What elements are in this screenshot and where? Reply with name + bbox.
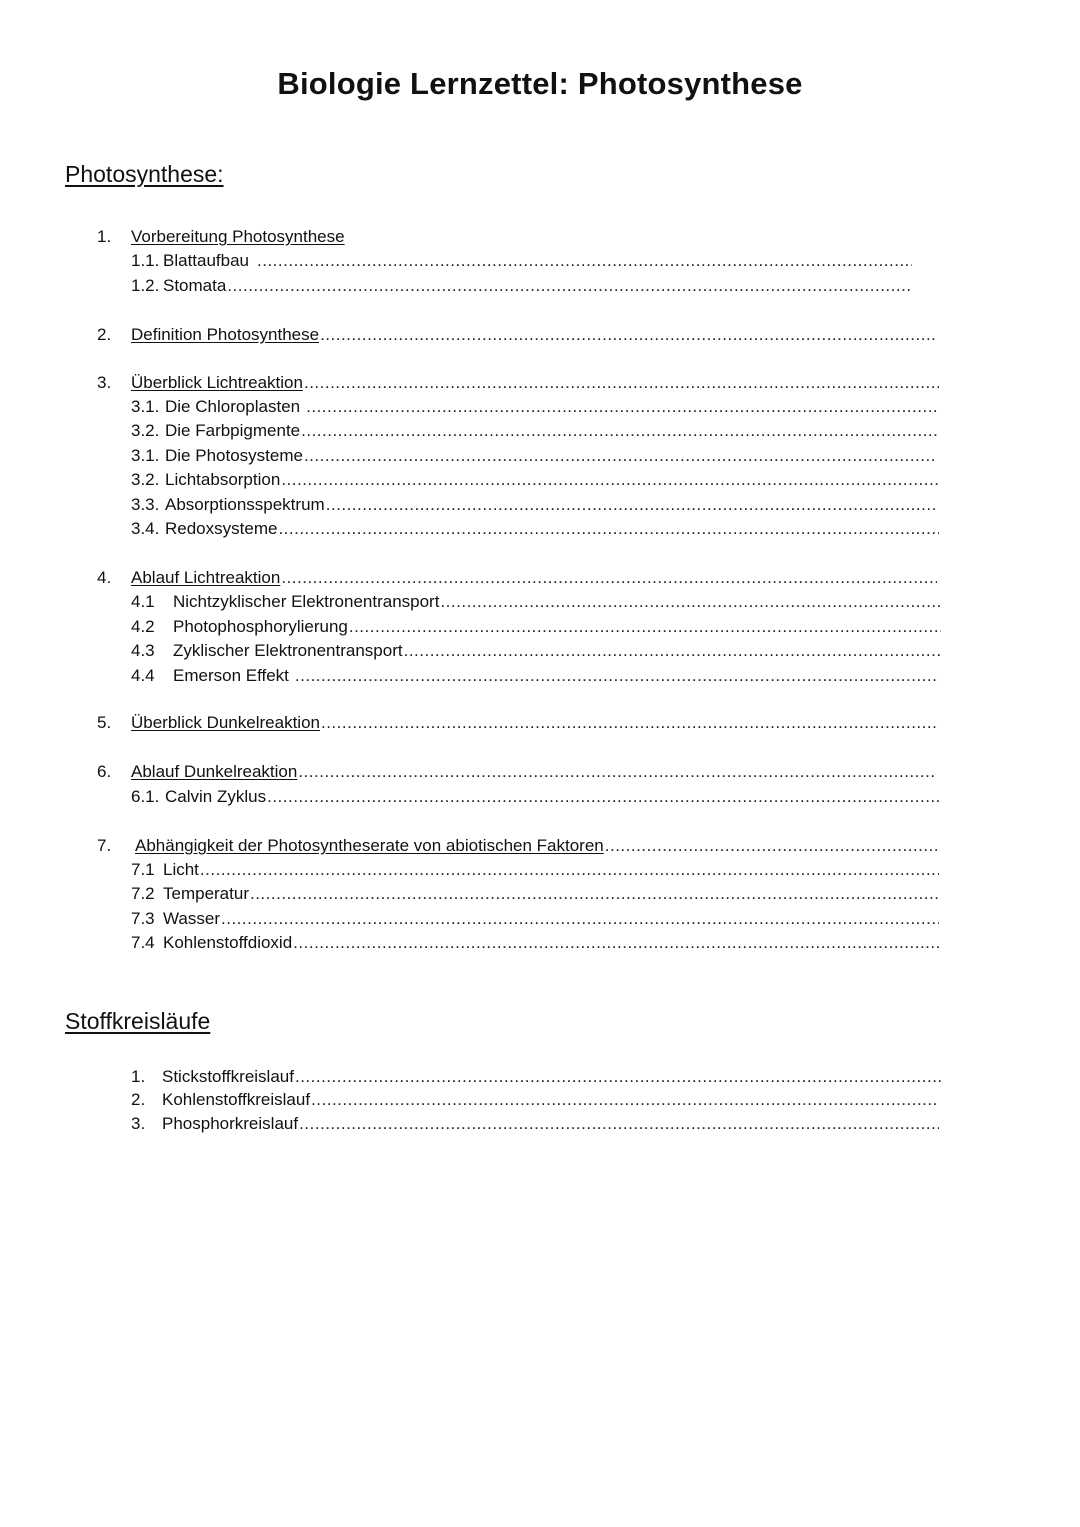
toc-label: Die Chloroplasten xyxy=(165,397,301,416)
toc-subentry[interactable] xyxy=(131,494,937,516)
section-heading-photosynthese: Photosynthese: xyxy=(65,161,224,187)
toc-number: 3.1. xyxy=(131,397,160,416)
toc-leader-dots xyxy=(221,908,939,930)
toc-number: 3.2. xyxy=(131,470,160,489)
toc-number: 7.1 xyxy=(131,860,155,879)
toc-number: 7. xyxy=(97,836,112,855)
toc-label: Ablauf Dunkelreaktion xyxy=(131,762,298,781)
toc-subentry[interactable] xyxy=(131,616,941,638)
toc-entry[interactable] xyxy=(131,1089,939,1111)
toc-label: Blattaufbau xyxy=(163,251,250,270)
toc-leader-dots xyxy=(440,591,941,613)
toc-leader-dots xyxy=(227,275,912,297)
toc-number: 6.1. xyxy=(131,787,160,806)
toc-leader-dots xyxy=(304,445,937,467)
toc-leader-dots xyxy=(295,665,939,687)
toc-number: 1.1. xyxy=(131,251,160,270)
toc-label: Die Farbpigmente xyxy=(165,421,301,440)
toc-label: Wasser xyxy=(163,909,220,928)
toc-label: Calvin Zyklus xyxy=(165,787,267,806)
toc-label: Überblick Dunkelreaktion xyxy=(131,713,320,732)
toc-leader-dots xyxy=(404,640,941,662)
toc-leader-dots xyxy=(200,859,939,881)
toc-number: 3. xyxy=(97,373,112,392)
toc-number: 7.4 xyxy=(131,933,155,952)
toc-number: 7.3 xyxy=(131,909,155,928)
toc-label: Überblick Lichtreaktion xyxy=(131,373,303,392)
toc-number: 2. xyxy=(97,325,112,344)
toc-leader-dots xyxy=(326,494,937,516)
toc-number: 4. xyxy=(97,568,112,587)
toc-subentry[interactable] xyxy=(131,908,939,930)
toc-number: 6. xyxy=(97,762,112,781)
toc-leader-dots xyxy=(278,518,939,540)
toc-leader-dots xyxy=(320,324,937,346)
toc-number: 4.4 xyxy=(131,666,155,685)
toc-subentry[interactable] xyxy=(131,591,941,613)
toc-number: 1. xyxy=(97,227,112,246)
toc-number: 4.3 xyxy=(131,641,155,660)
toc-label: Abhängigkeit der Photosyntheserate von abiotischen Faktoren xyxy=(135,836,604,855)
toc-leader-dots xyxy=(267,786,939,808)
toc-number: 4.1 xyxy=(131,592,155,611)
toc-entry[interactable] xyxy=(97,226,912,248)
toc-label: Vorbereitung Photosynthese xyxy=(131,227,345,246)
toc-subentry[interactable] xyxy=(131,445,937,467)
toc-leader-dots xyxy=(311,1089,939,1111)
toc-leader-dots xyxy=(605,835,939,857)
toc-entry[interactable] xyxy=(97,835,939,857)
toc-label: Stomata xyxy=(163,276,227,295)
toc-leader-dots xyxy=(295,1066,941,1088)
toc-label: Licht xyxy=(163,860,199,879)
toc-leader-dots xyxy=(281,567,937,589)
toc-number: 7.2 xyxy=(131,884,155,903)
toc-subentry[interactable] xyxy=(131,396,939,418)
toc-subentry[interactable] xyxy=(131,932,939,954)
section-heading-stoffkreislaeufe: Stoffkreisläufe xyxy=(65,1008,211,1034)
toc-subentry[interactable] xyxy=(131,518,939,540)
toc-leader-dots xyxy=(281,469,939,491)
toc-number: 3.4. xyxy=(131,519,160,538)
toc-subentry[interactable] xyxy=(131,469,939,491)
toc-entry[interactable] xyxy=(131,1066,941,1088)
toc-label: Absorptionsspektrum xyxy=(165,495,325,514)
toc-label: Phosphorkreislauf xyxy=(162,1114,299,1133)
toc-label: Definition Photosynthese xyxy=(131,325,320,344)
toc-number: 2. xyxy=(131,1090,146,1109)
toc-number: 3.2. xyxy=(131,421,160,440)
toc-number: 3.1. xyxy=(131,446,160,465)
toc-label: Ablauf Lichtreaktion xyxy=(131,568,281,587)
toc-number: 3.3. xyxy=(131,495,160,514)
toc-entry[interactable] xyxy=(97,712,939,734)
toc-leader-dots xyxy=(293,932,939,954)
toc-number: 1. xyxy=(131,1067,146,1086)
toc-subentry[interactable] xyxy=(131,275,912,297)
toc-label: Stickstoffkreislauf xyxy=(162,1067,294,1086)
toc-leader-dots xyxy=(349,616,941,638)
toc-label: Die Photosysteme xyxy=(165,446,303,465)
toc-entry[interactable] xyxy=(97,567,937,589)
toc-number: 5. xyxy=(97,713,112,732)
toc-label: Lichtabsorption xyxy=(165,470,281,489)
toc-label: Zyklischer Elektronentransport xyxy=(173,641,403,660)
toc-entry[interactable] xyxy=(97,761,937,783)
toc-number: 1.2. xyxy=(131,276,160,295)
toc-leader-dots xyxy=(299,1113,939,1135)
toc-entry[interactable] xyxy=(131,1113,939,1135)
toc-number: 4.2 xyxy=(131,617,155,636)
toc-label: Nichtzyklischer Elektronentransport xyxy=(173,592,440,611)
toc-subentry[interactable] xyxy=(131,640,941,662)
toc-leader-dots xyxy=(250,883,939,905)
toc-leader-dots xyxy=(298,761,937,783)
toc-subentry[interactable] xyxy=(131,883,939,905)
toc-leader-dots xyxy=(306,396,939,418)
toc-label: Kohlenstoffdioxid xyxy=(163,933,293,952)
toc-subentry[interactable] xyxy=(131,250,912,272)
toc-leader-dots xyxy=(301,420,939,442)
toc-label: Photophosphorylierung xyxy=(173,617,348,636)
toc-entry[interactable] xyxy=(97,324,937,346)
toc-leader-dots xyxy=(257,250,912,272)
toc-label: Redoxsysteme xyxy=(165,519,278,538)
toc-label: Kohlenstoffkreislauf xyxy=(162,1090,311,1109)
toc-subentry[interactable] xyxy=(131,665,939,687)
page-title: Biologie Lernzettel: Photosynthese xyxy=(277,66,803,101)
toc-leader-dots xyxy=(304,372,939,394)
toc-label: Temperatur xyxy=(163,884,249,903)
toc-label: Emerson Effekt xyxy=(173,666,289,685)
toc-entry[interactable] xyxy=(97,372,939,394)
toc-leader-dots xyxy=(321,712,939,734)
toc-number: 3. xyxy=(131,1114,146,1133)
toc-subentry[interactable] xyxy=(131,859,939,881)
toc-subentry[interactable] xyxy=(131,420,939,442)
toc-subentry[interactable] xyxy=(131,786,939,808)
